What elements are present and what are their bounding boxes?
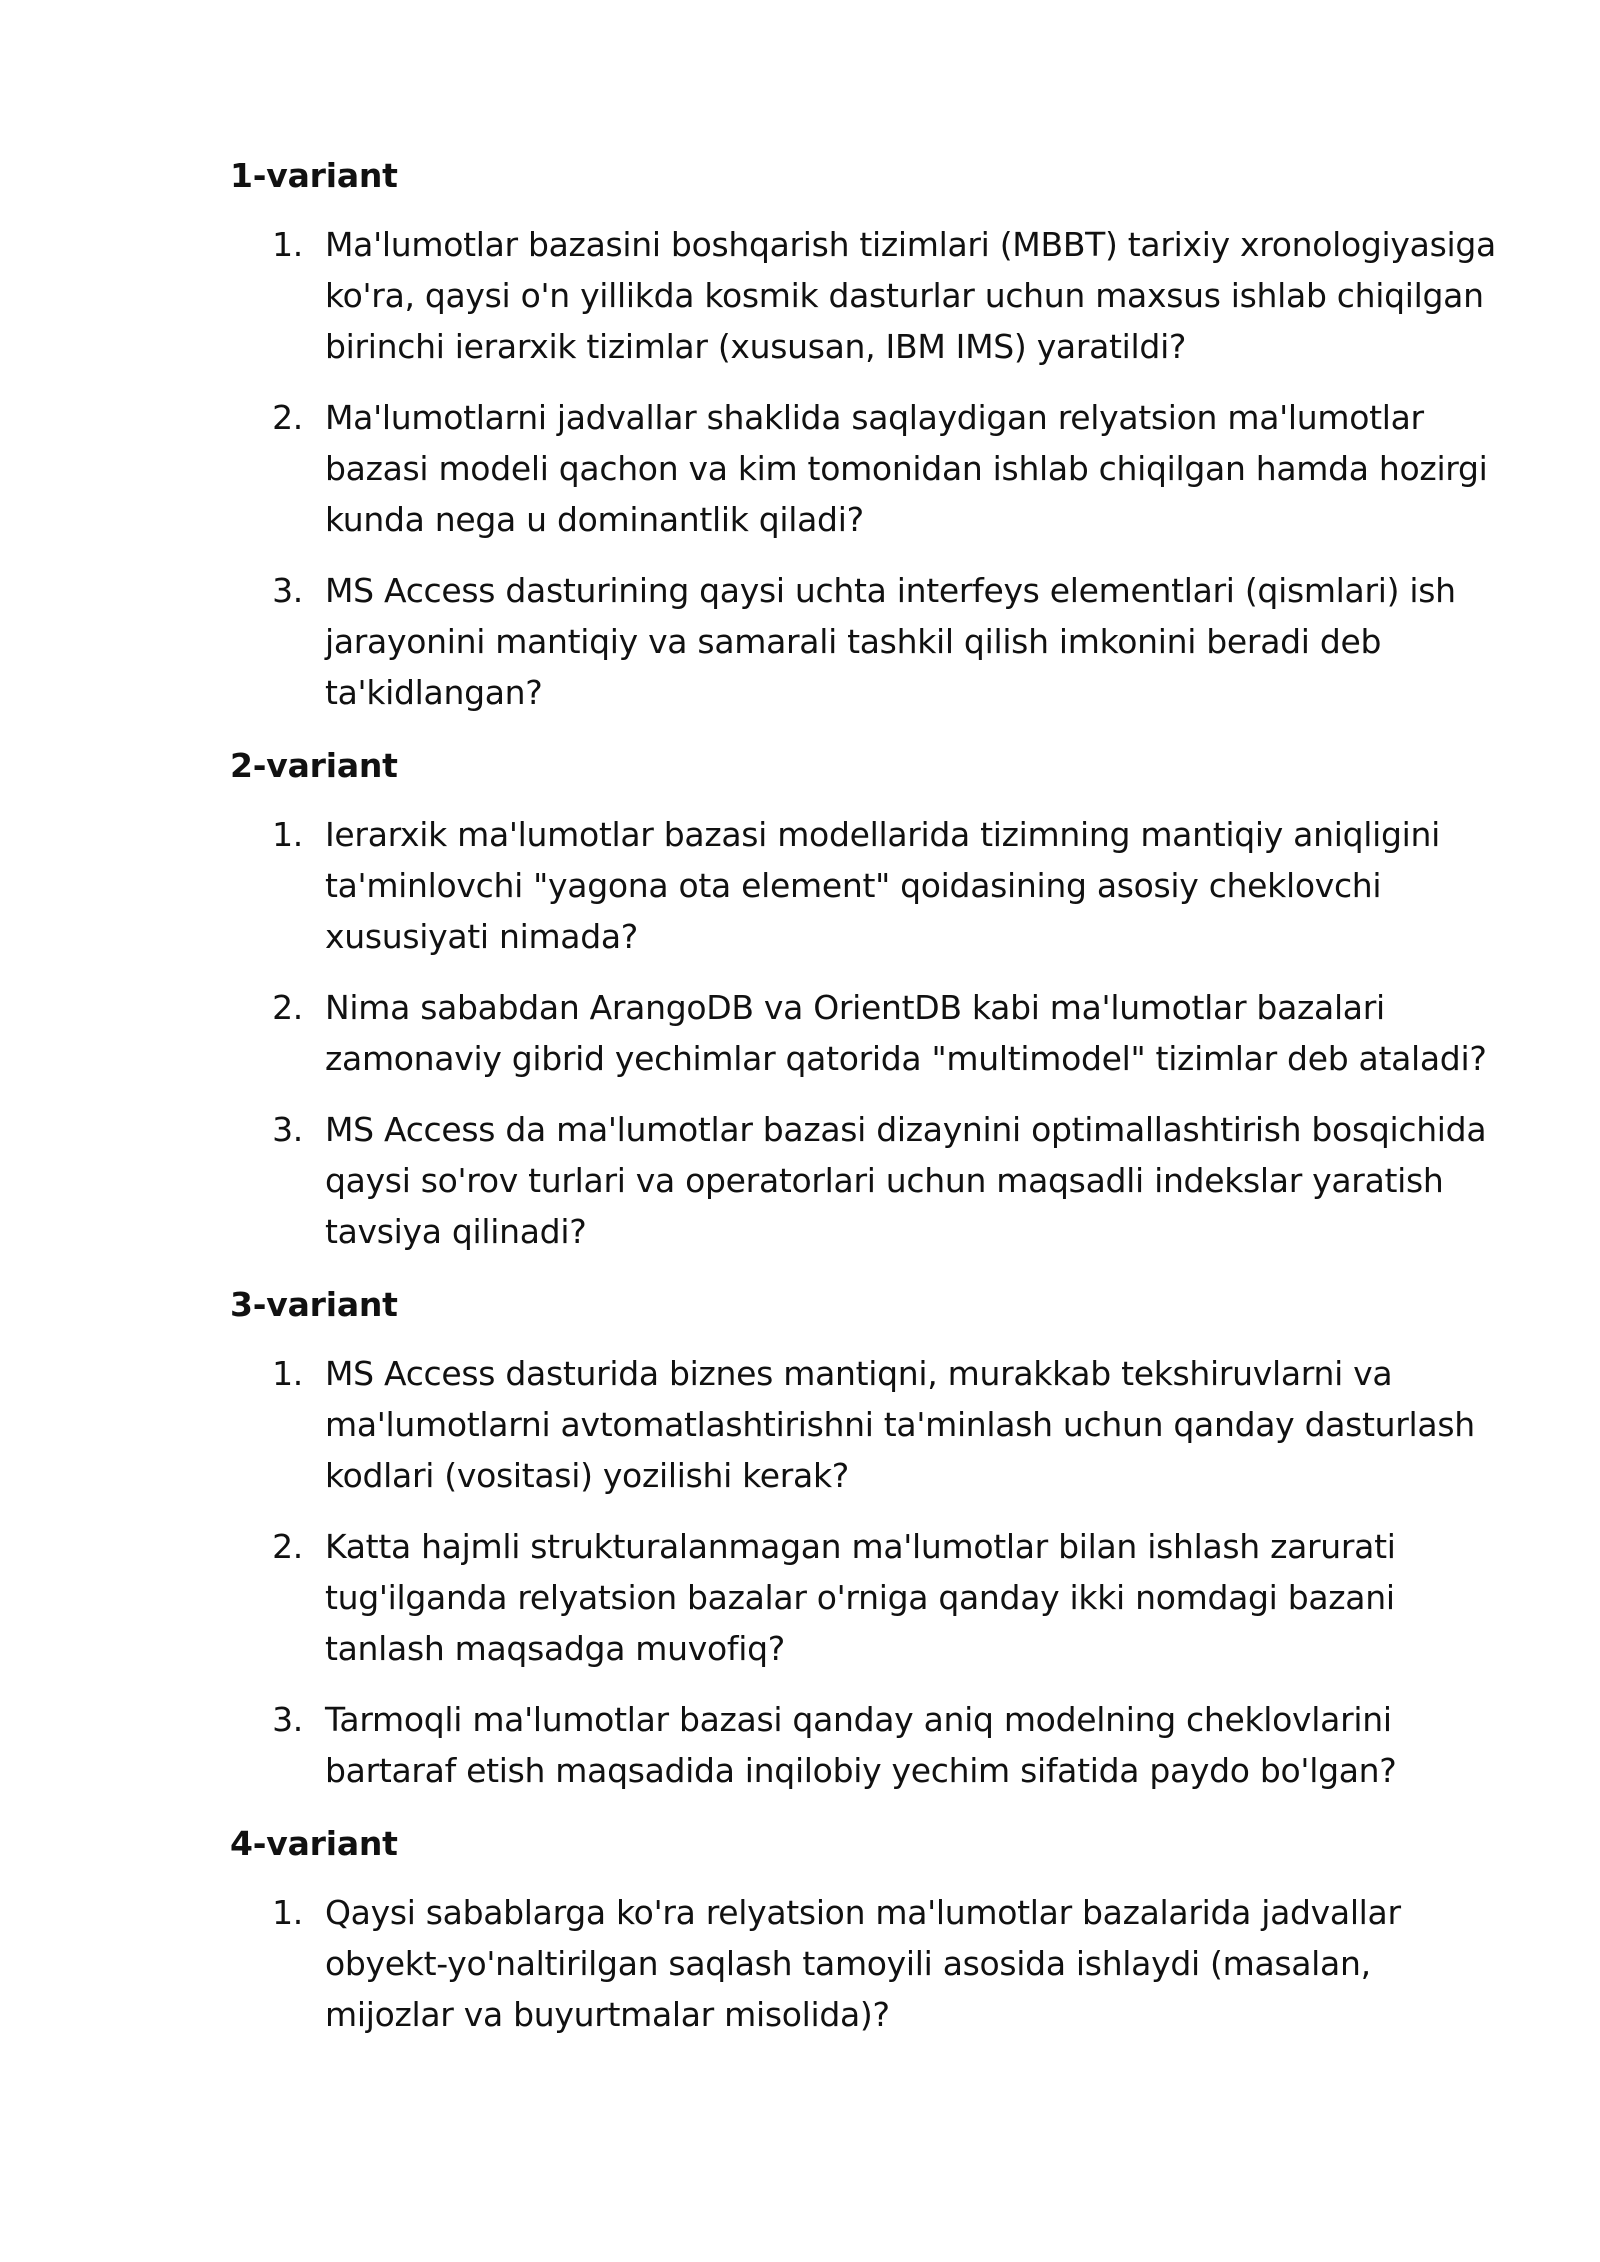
- question-item: [230, 219, 1530, 372]
- question-number: 2.: [272, 1527, 303, 1566]
- question-item: [230, 565, 1530, 718]
- variant-heading: 4-variant: [230, 1824, 398, 1863]
- question-list: [230, 809, 1530, 1257]
- question-item: [230, 1348, 1530, 1501]
- question-item: [230, 1694, 1530, 1796]
- question-text: Ierarxik ma'lumotlar bazasi modellarida tizimning mantiqiy aniqligini ta'minlovchi "yagona ota element" qoidasining asosiy cheklovchi xususiyati nimada?: [325, 815, 1440, 956]
- question-text: Ma'lumotlarni jadvallar shaklida saqlaydigan relyatsion ma'lumotlar bazasi modeli qachon va kim tomonidan ishlab chiqilgan hamda hozirgi kunda nega u dominantlik qiladi?: [325, 398, 1488, 539]
- question-item: [230, 392, 1530, 545]
- question-text: Ma'lumotlar bazasini boshqarish tizimlari (MBBT) tarixiy xronologiyasiga ko'ra, qaysi o'n yillikda kosmik dasturlar uchun maxsus ishlab chiqilgan birinchi ierarxik tizimlar (xususan, IBM IMS) yaratildi?: [325, 225, 1496, 366]
- question-item: [230, 1104, 1530, 1257]
- question-number: 1.: [272, 1893, 303, 1932]
- question-number: 2.: [272, 398, 303, 437]
- variant-heading: 3-variant: [230, 1285, 398, 1324]
- document-page: [230, 148, 1530, 2060]
- variant-2: [230, 738, 1530, 1257]
- question-list: [230, 1348, 1530, 1796]
- question-text: Katta hajmli strukturalanmagan ma'lumotlar bilan ishlash zarurati tug'ilganda relyatsion bazalar o'rniga qanday ikki nomdagi bazani tanlash maqsadga muvofiq?: [325, 1527, 1396, 1668]
- question-list: [230, 219, 1530, 718]
- question-number: 3.: [272, 571, 303, 610]
- question-number: 1.: [272, 815, 303, 854]
- variant-heading: 2-variant: [230, 746, 398, 785]
- variant-3: [230, 1277, 1530, 1796]
- question-number: 3.: [272, 1700, 303, 1739]
- question-text: MS Access dasturida biznes mantiqni, murakkab tekshiruvlarni va ma'lumotlarni avtomatlashtirishni ta'minlash uchun qanday dasturlash kodlari (vositasi) yozilishi kerak?: [325, 1354, 1475, 1495]
- question-item: [230, 809, 1530, 962]
- question-item: [230, 982, 1530, 1084]
- question-number: 1.: [272, 1354, 303, 1393]
- question-number: 2.: [272, 988, 303, 1027]
- question-number: 1.: [272, 225, 303, 264]
- question-text: Nima sababdan ArangoDB va OrientDB kabi ma'lumotlar bazalari zamonaviy gibrid yechimlar qatorida "multimodel" tizimlar deb ataladi?: [325, 988, 1487, 1078]
- question-item: [230, 1521, 1530, 1674]
- question-text: MS Access dasturining qaysi uchta interfeys elementlari (qismlari) ish jarayonini mantiqiy va samarali tashkil qilish imkonini beradi deb ta'kidlangan?: [325, 571, 1456, 712]
- variant-heading: 1-variant: [230, 156, 398, 195]
- question-number: 3.: [272, 1110, 303, 1149]
- variant-4: [230, 1816, 1530, 2040]
- question-text: Qaysi sabablarga ko'ra relyatsion ma'lumotlar bazalarida jadvallar obyekt-yo'naltirilgan saqlash tamoyili asosida ishlaydi (masalan, mijozlar va buyurtmalar misolida)?: [325, 1893, 1401, 2034]
- question-item: [230, 1887, 1530, 2040]
- question-text: MS Access da ma'lumotlar bazasi dizaynini optimallashtirish bosqichida qaysi so'rov turlari va operatorlari uchun maqsadli indekslar yaratish tavsiya qilinadi?: [325, 1110, 1487, 1251]
- question-text: Tarmoqli ma'lumotlar bazasi qanday aniq modelning cheklovlarini bartaraf etish maqsadida inqilobiy yechim sifatida paydo bo'lgan?: [325, 1700, 1397, 1790]
- variant-1: [230, 148, 1530, 718]
- question-list: [230, 1887, 1530, 2040]
